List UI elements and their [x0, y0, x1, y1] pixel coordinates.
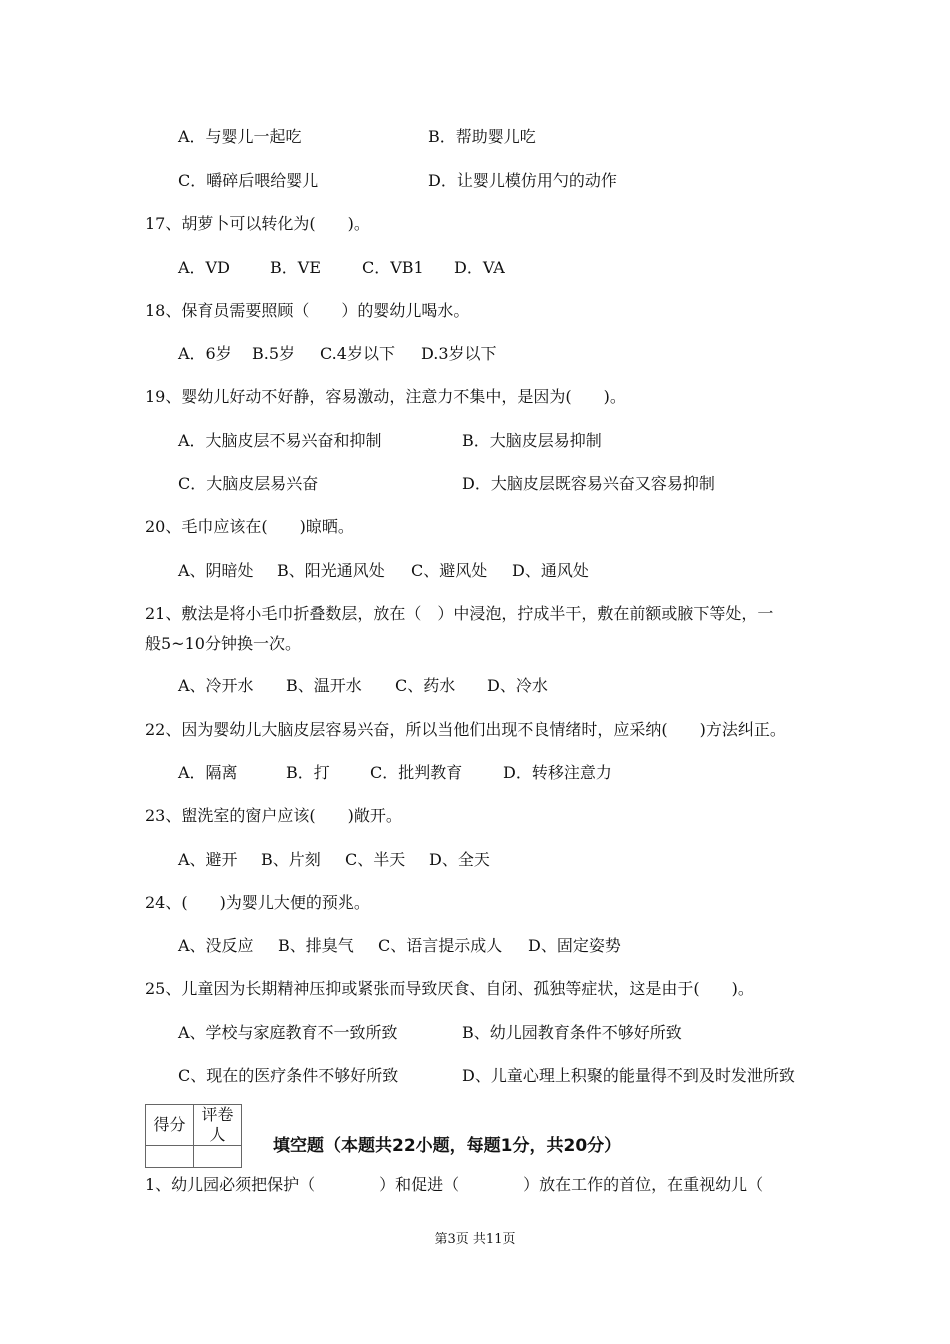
option-d: D、儿童心理上积聚的能量得不到及时发泄所致 — [462, 1066, 795, 1085]
option-a: A．VD — [178, 258, 230, 277]
option-a: A、避开 — [178, 850, 238, 869]
section-title: 填空题（本题共22小题，每题1分，共20分） — [273, 1136, 622, 1156]
option-c: C、药水 — [395, 676, 456, 695]
option-c: C．批判教育 — [370, 763, 463, 782]
question-21-stem-continued: 般5~10分钟换一次。 — [145, 634, 301, 653]
question-22-stem: 22、因为婴幼儿大脑皮层容易兴奋，所以当他们出现不良情绪时，应采纳( )方法纠正。 — [145, 720, 786, 739]
option-b: B．打 — [286, 763, 330, 782]
option-b: B、幼儿园教育条件不够好所致 — [462, 1023, 682, 1042]
option-c: C.4岁以下 — [320, 344, 395, 363]
option-b: B.5岁 — [252, 344, 296, 363]
question-17-stem: 17、胡萝卜可以转化为( )。 — [145, 214, 370, 233]
option-b: B、阳光通风处 — [277, 561, 385, 580]
option-c: C、语言提示成人 — [378, 936, 503, 955]
question-21-stem: 21、敷法是将小毛巾折叠数层，放在（ ）中浸泡，拧成半干，敷在前额或腋下等处，一 — [145, 604, 774, 623]
option-a: A、阴暗处 — [178, 561, 254, 580]
option-c: C、现在的医疗条件不够好所致 — [178, 1066, 399, 1085]
question-20-stem: 20、毛巾应该在( )晾晒。 — [145, 517, 354, 536]
option-a: A．6岁 — [178, 344, 232, 363]
option-d: D．让婴儿模仿用勺的动作 — [428, 171, 617, 190]
option-d: D、全天 — [429, 850, 490, 869]
option-b: B、片刻 — [261, 850, 321, 869]
question-18-stem: 18、保育员需要照顾（ ）的婴幼儿喝水。 — [145, 301, 470, 320]
option-b: B．帮助婴儿吃 — [428, 127, 536, 146]
option-b: B．大脑皮层易抑制 — [462, 431, 602, 450]
option-c: C．大脑皮层易兴奋 — [178, 474, 319, 493]
option-d: D．转移注意力 — [503, 763, 612, 782]
question-25-stem: 25、儿童因为长期精神压抑或紧张而导致厌食、自闭、孤独等症状，这是由于( )。 — [145, 979, 754, 998]
question-19-stem: 19、婴幼儿好动不好静，容易激动，注意力不集中，是因为( )。 — [145, 387, 626, 406]
option-d: D、固定姿势 — [528, 936, 621, 955]
option-b: B、排臭气 — [278, 936, 354, 955]
option-d: D、通风处 — [512, 561, 589, 580]
option-c: C．VB1 — [362, 258, 424, 277]
option-a: A、没反应 — [178, 936, 254, 955]
option-a: A．大脑皮层不易兴奋和抑制 — [178, 431, 382, 450]
option-d: D、冷水 — [487, 676, 548, 695]
option-a: A、学校与家庭教育不一致所致 — [178, 1023, 398, 1042]
option-a: A、冷开水 — [178, 676, 254, 695]
option-a: A．与婴儿一起吃 — [178, 127, 302, 146]
option-d: D.3岁以下 — [421, 344, 497, 363]
fill-question-1-stem: 1、幼儿园必须把保护（ ）和促进（ ）放在工作的首位，在重视幼儿（ — [145, 1175, 764, 1194]
option-c: C．嚼碎后喂给婴儿 — [178, 171, 319, 190]
score-label: 得分 — [146, 1105, 194, 1146]
option-d: D．大脑皮层既容易兴奋又容易抑制 — [462, 474, 715, 493]
option-b: B．VE — [270, 258, 321, 277]
question-24-stem: 24、( )为婴儿大便的预兆。 — [145, 893, 370, 912]
page-footer: 第3页 共11页 — [434, 1232, 516, 1247]
question-23-stem: 23、盥洗室的窗户应该( )敞开。 — [145, 806, 402, 825]
grader-cell — [194, 1146, 242, 1168]
option-b: B、温开水 — [286, 676, 362, 695]
option-a: A．隔离 — [178, 763, 238, 782]
score-cell — [146, 1146, 194, 1168]
grader-label: 评卷人 — [194, 1105, 242, 1146]
score-table — [145, 1104, 242, 1168]
option-c: C、半天 — [345, 850, 406, 869]
option-c: C、避风处 — [411, 561, 488, 580]
option-d: D．VA — [454, 258, 505, 277]
